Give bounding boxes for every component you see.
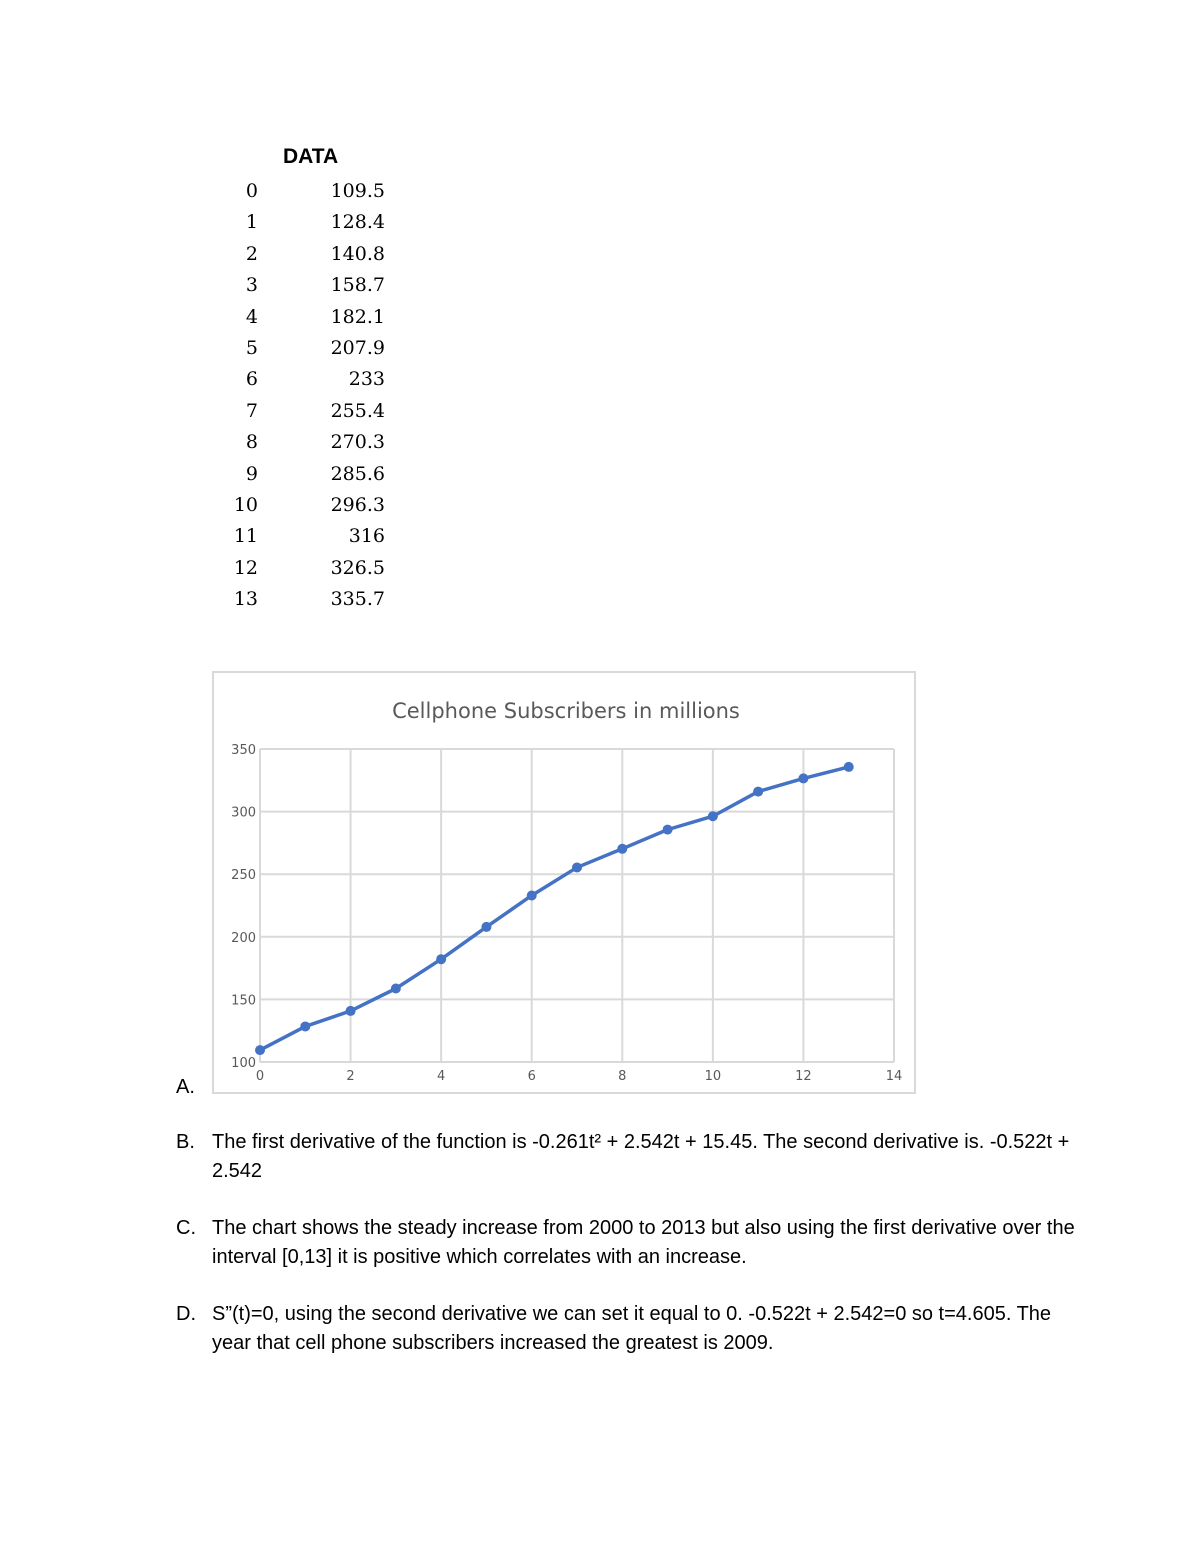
table-cell-value: 296.3: [330, 493, 385, 516]
table-cell-t: 1: [245, 211, 258, 234]
table-row: [225, 302, 390, 333]
table-cell-t: 7: [245, 399, 258, 422]
data-table: [225, 176, 390, 615]
table-row: [225, 553, 390, 584]
chart-tick-labels: [231, 743, 902, 1084]
y-tick-label: 100: [231, 1056, 256, 1071]
answer-letter: B.: [176, 1131, 195, 1153]
table-cell-t: 12: [233, 556, 258, 579]
table-cell-t: 8: [245, 431, 258, 454]
answer-text: The chart shows the steady increase from 2000 to 2013 but also using the first derivative over the interval [0,13] it is positive which correlates with an increase.: [212, 1217, 1075, 1268]
answer-letter: C.: [176, 1217, 196, 1239]
table-row: [225, 521, 390, 552]
table-cell-value: 158.7: [330, 274, 385, 297]
table-cell-value: 233: [348, 368, 385, 391]
x-tick-label: 10: [704, 1069, 722, 1084]
data-point: [753, 787, 763, 797]
answer-c: [176, 1214, 1076, 1272]
table-cell-t: 5: [245, 336, 258, 359]
table-cell-t: 2: [245, 242, 258, 265]
y-tick-label: 250: [231, 868, 256, 884]
table-row: [225, 396, 390, 427]
table-row: [225, 490, 390, 521]
table-cell-value: 326.5: [330, 556, 385, 579]
data-point: [798, 773, 808, 783]
table-cell-t: 4: [245, 305, 258, 328]
x-tick-label: 6: [527, 1069, 536, 1084]
table-cell-value: 140.8: [330, 242, 385, 265]
chart-series: [255, 762, 854, 1055]
data-point: [708, 811, 718, 821]
chart-gridlines: [260, 749, 894, 1062]
answer-a-label: A.: [176, 1076, 195, 1098]
x-tick-label: 0: [255, 1069, 265, 1084]
x-tick-label: 8: [618, 1069, 627, 1084]
answers-list: [176, 1128, 1076, 1386]
table-cell-value: 335.7: [330, 588, 385, 611]
table-row: [225, 333, 390, 364]
table-cell-t: 10: [233, 493, 258, 516]
table-row: [225, 239, 390, 270]
table-row: [225, 459, 390, 490]
x-tick-label: 14: [885, 1069, 903, 1084]
data-table-header: DATA: [283, 145, 339, 168]
table-cell-t: 13: [233, 588, 258, 611]
table-cell-t: 9: [245, 462, 258, 485]
table-cell-t: 0: [245, 180, 258, 202]
data-point: [481, 922, 491, 932]
chart-title: Cellphone Subscribers in millions: [392, 699, 740, 723]
table-cell-t: 6: [245, 368, 258, 391]
x-tick-label: 4: [437, 1069, 446, 1084]
table-row: [225, 584, 390, 615]
data-point: [617, 844, 627, 854]
table-cell-value: 109.5: [330, 180, 385, 202]
table-cell-value: 182.1: [330, 305, 385, 328]
data-point: [436, 954, 446, 964]
answer-b: [176, 1128, 1076, 1186]
data-point: [300, 1021, 310, 1031]
table-cell-value: 316: [348, 525, 385, 548]
table-cell-value: 207.9: [330, 336, 385, 359]
x-tick-label: 2: [346, 1069, 355, 1084]
table-cell-value: 128.4: [330, 211, 385, 234]
answer-text: S”(t)=0, using the second derivative we can set it equal to 0. -0.522t + 2.542=0 so t=4.605. The year that cell phone subscribers increased the greatest is 2009.: [212, 1303, 1052, 1354]
table-row: [225, 364, 390, 395]
table-cell-t: 11: [233, 525, 258, 548]
table-cell-t: 3: [245, 274, 258, 297]
data-point: [663, 825, 673, 835]
table-row: [225, 270, 390, 301]
answer-d: [176, 1300, 1076, 1358]
x-tick-label: 12: [795, 1069, 812, 1084]
table-row: [225, 427, 390, 458]
data-point: [527, 890, 537, 900]
line-chart: [214, 673, 914, 1092]
chart-container: [212, 671, 916, 1094]
data-point: [391, 984, 401, 994]
table-cell-value: 255.4: [330, 399, 385, 422]
answer-text: The first derivative of the function is -0.261t² + 2.542t + 15.45. The second derivative is. -0.522t + 2.542: [212, 1131, 1070, 1182]
y-tick-label: 350: [231, 743, 256, 758]
y-tick-label: 150: [231, 993, 256, 1009]
y-tick-label: 300: [231, 805, 256, 821]
answer-letter: D.: [176, 1303, 196, 1325]
table-cell-value: 285.6: [330, 462, 385, 485]
table-row: [225, 176, 390, 207]
data-point: [572, 862, 582, 872]
y-tick-label: 200: [231, 930, 256, 946]
table-row: [225, 207, 390, 238]
table-cell-value: 270.3: [330, 431, 385, 454]
data-point: [844, 762, 854, 772]
data-point: [346, 1006, 356, 1016]
data-point: [255, 1045, 265, 1055]
